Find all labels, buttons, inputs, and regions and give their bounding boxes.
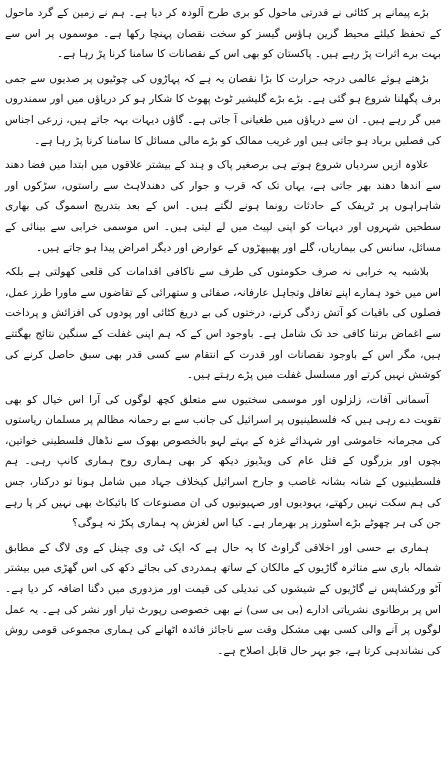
paragraph-1: بڑے پیمانے پر کٹائی نے قدرتی ماحول کو بری طرح آلودہ کر دیا ہے۔ ہم نے زمین کے گرد ماحول کے تحفظ کیلئے محیط گرین ہاؤس گیسز کو سخت نقصان پہنچا رکھا ہے۔ موسموں پر اس سے بہت برے اثرات پڑ رہے ہیں۔ پاکستان کو بھی اس کے نقصانات کا سامنا کرنا پڑ رہا ہے۔	[5, 7, 441, 61]
paragraph-4: بلاشبہ یہ خرابی نہ صرف حکومتوں کی طرف سے ناکافی اقدامات کی قلعی کھولتی ہے بلکہ اس میں خود ہمارے اپنے تغافل وتجاہل عارفانہ، صفائی و ستھرائی کے تقاضوں سے ماورا طرز عمل، فصلوں کی باقیات کو آتش زدگی کرنے، درختوں کی بے دریغ کٹائی اور پودوں کی افزائش و پرداخت سے اغماض برتنا کافی حد تک شامل ہے۔ باوجود اس کے کہ ہم اپنی غفلت کے سنگین نتائج بھگتتے ہیں، مگر اس کے باوجود نقصانات اور قدرت کے انتقام سے کسی قدر بھی سبق حاصل کرنے کی کوشش نہیں کرتے اور مسلسل غفلت میں پڑے رہتے ہیں۔	[5, 266, 441, 382]
paragraph-3: علاوہ ازیں سردیاں شروع ہوتے ہی برصغیر پاک و ہند کے بیشتر علاقوں میں ابتدا میں فضا دھند سے اندھا دھند بھر جاتی ہے، یہاں تک کہ قرب و جوار کی دھندلاہٹ سے راستوں، سڑکوں اور شاہراہوں پر ٹریفک کے حادثات رونما ہونے لگتے ہیں۔ اس کے بعد بتدریج اسموگ کی بھاری سطحیں شہروں اور دیہات کو اپنی لپیٹ میں لے لیتی ہیں۔ اس موسمی خرابی سے بینائی کے مسائل، سانس کی بیماریاں، گلے اور پھیپھڑوں کے عوارض اور دیگر امراض پیدا ہو جاتے ہیں۔	[5, 159, 441, 254]
paragraph-6: ہماری بے حسی اور اخلاقی گراوٹ کا یہ حال ہے کہ ایک ٹی وی چینل کے وی لاگ کے مطابق شمالہ باری سے متاثرہ گاڑیوں کے مالکان کے ساتھ ہمدردی کی بجائے دکھ کی اس گھڑی میں بیشتر آٹو ورکشاپس نے گاڑیوں کے شیشوں کی تبدیلی کی قیمت اور مزدوری میں دگنا اضافہ کر دیا ہے۔ اس پر برطانوی نشریاتی ادارے (بی بی سی) نے بھی خصوصی رپورٹ تیار اور نشر کی ہے۔ یہ عمل لوگوں پر آنے والی کسی بھی مشکل وقت سے ناجائز فائدہ اٹھانے کی ہماری مجموعی قومی روش کی نشاندہی کرتا ہے، جو بہر حال قابل اصلاح ہے۔	[5, 541, 441, 657]
paragraph-5: آسمانی آفات، زلزلوں اور موسمی سختیوں سے متعلق کچھ لوگوں کی آرا اس خیال کو بھی تقویت دے رہی ہیں کہ فلسطینیوں پر اسرائیل کی جانب سے بے رحمانہ مظالم پر مسلمان ریاستوں کی مجرمانہ خاموشی اور شہدائے غزہ کے بہتے لہو بالخصوص بھوک سے نڈھال فلسطینی خواتین، بچوں اور بزرگوں کے قتل عام کی ویڈیوز دیکھ کر بھی ہماری روح ہماری کانپ رہی۔ ہم فلسطینیوں کے شانہ بشانہ غاصب و جارح اسرائیل کیخلاف جہاد میں شامل ہونا تو درکنار، جس کی ہم سکت نہیں رکھتے، یہودیوں اور صہیونیوں کی ان مصنوعات کا بائیکاٹ بھی نہیں کر پا رہے جن کی ہر چھوٹے بڑے اسٹورز پر بھرمار ہے۔ کیا اس لغزش پہ ہماری پکڑ نہ ہوگی؟	[5, 393, 441, 530]
paragraph-2: بڑھتے ہوئے عالمی درجہ حرارت کا بڑا نقصان یہ ہے کہ پہاڑوں کی چوٹیوں پر صدیوں سے جمی برف پگھلنا شروع ہو گئی ہے۔ بڑے بڑے گلیشیر ٹوٹ پھوٹ کا شکار ہو کر دریاؤں میں اور سمندروں میں گر رہے ہیں۔ ان سے دریاؤں میں طغیانی آ جاتی ہے۔ گاؤں دیہات بہہ جاتے ہیں، زرعی اجناس کی فصلیں برباد ہو جاتی ہیں اور غریب ممالک کو بڑے مالی مسائل کا سامنا کرنا پڑ رہا ہے۔	[5, 72, 441, 147]
